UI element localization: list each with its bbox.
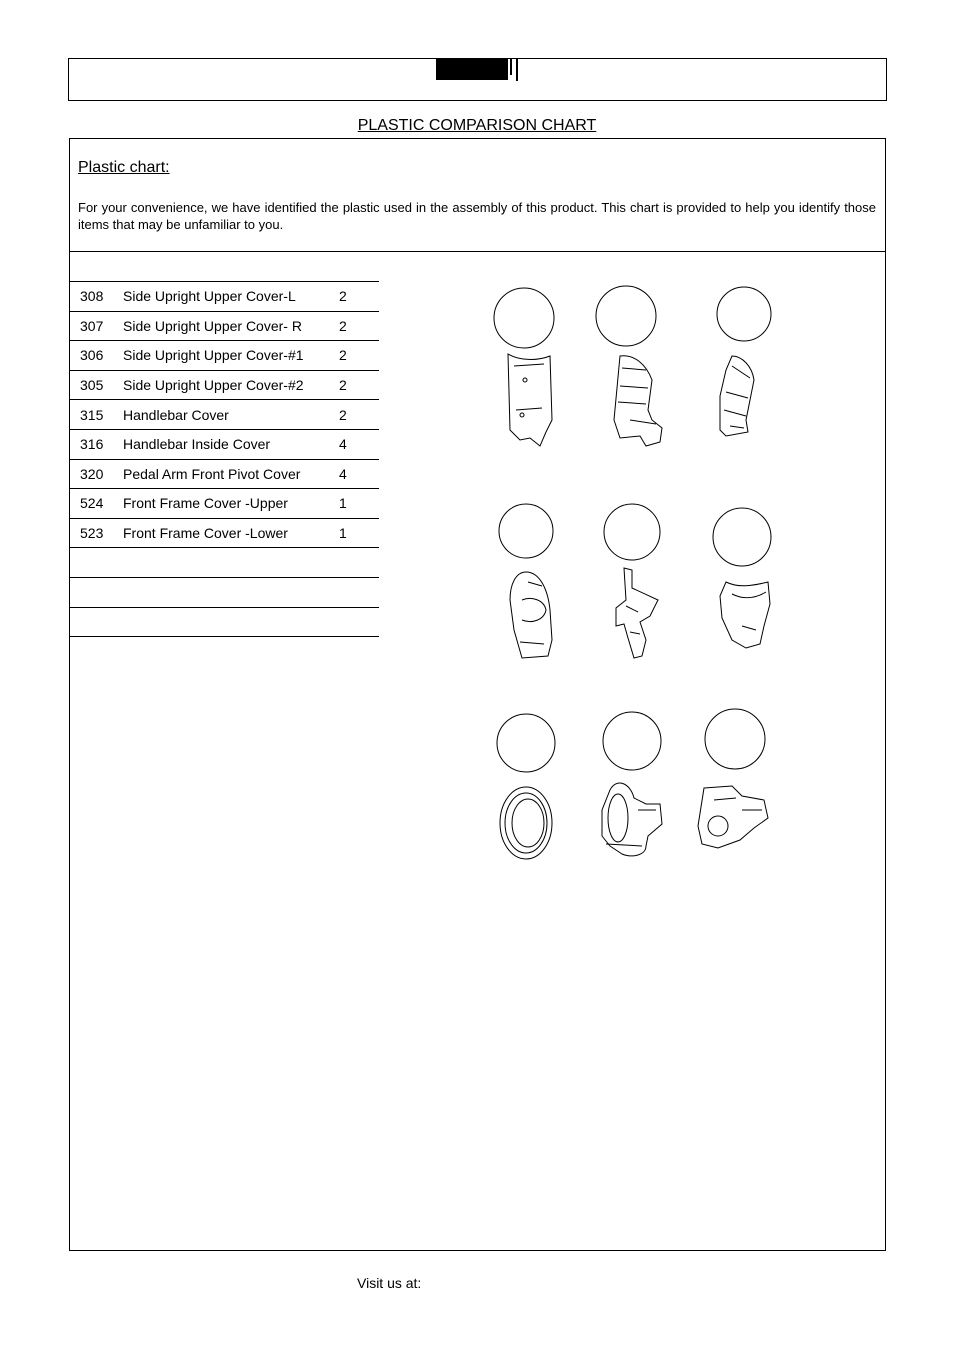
table-row [70,341,379,371]
part-name: Side Upright Upper Cover-#2 [123,370,337,400]
part-quantity: 2 [337,370,379,400]
side-upright-cover-drawing [508,354,552,446]
part-quantity: 2 [337,341,379,371]
part-number: 320 [70,459,123,489]
front-frame-cover-lower-drawing [698,786,768,848]
part-quantity: 2 [337,282,379,312]
table-row [70,607,379,637]
handlebar-cover-drawing [510,572,552,658]
part-number: 307 [70,311,123,341]
part-number [70,577,123,607]
part-name: Pedal Arm Front Pivot Cover [123,459,337,489]
part-number: 305 [70,370,123,400]
part-number: 315 [70,400,123,430]
part-name: Front Frame Cover -Upper [123,489,337,519]
part-number: 524 [70,489,123,519]
table-row [70,370,379,400]
part-name [123,548,337,578]
part-number: 306 [70,341,123,371]
part-quantity [337,607,379,637]
table-row [70,429,379,459]
part-label-circle [705,709,765,769]
part-label-circle [596,286,656,346]
part-label-circle [604,504,660,560]
part-number: 523 [70,518,123,548]
part-name [123,607,337,637]
part-quantity [337,548,379,578]
part-number: 308 [70,282,123,312]
handlebar-inside-cover-drawing [616,568,658,658]
part-quantity: 2 [337,400,379,430]
part-quantity: 1 [337,518,379,548]
part-name: Front Frame Cover -Lower [123,518,337,548]
intro-paragraph: For your convenience, we have identified the plastic used in the assembly of this product. This chart is provided to help you identify those items that may be unfamiliar to you. [78,200,876,232]
header-redaction-bar [436,59,508,80]
part-name: Side Upright Upper Cover-#1 [123,341,337,371]
part-quantity: 2 [337,311,379,341]
part-name: Handlebar Cover [123,400,337,430]
part-name: Handlebar Inside Cover [123,429,337,459]
section-heading: Plastic chart: [78,159,170,176]
part-label-circle [499,504,553,558]
pivot-cover-drawing [720,582,770,648]
part-name [123,577,337,607]
table-row [70,400,379,430]
page-title: PLASTIC COMPARISON CHART [357,117,597,134]
parts-table [70,281,379,637]
table-row [70,548,379,578]
part-name: Side Upright Upper Cover- R [123,311,337,341]
part-quantity [337,577,379,607]
part-number [70,548,123,578]
table-row [70,577,379,607]
header-mark [510,59,512,75]
part-number [70,607,123,637]
table-row [70,459,379,489]
part-label-circle [713,508,771,566]
footer-text: Visit us at: [357,1275,422,1291]
header-mark [516,59,518,81]
divider [69,251,886,252]
part-drawings [470,270,800,870]
part-label-circle [717,287,771,341]
part-label-circle [603,712,661,770]
table-row [70,311,379,341]
table-row [70,489,379,519]
table-row [70,282,379,312]
part-name: Side Upright Upper Cover-L [123,282,337,312]
table-row [70,518,379,548]
part-label-circle [497,714,555,772]
part-quantity: 1 [337,489,379,519]
part-quantity: 4 [337,459,379,489]
part-label-circle [494,288,554,348]
part-quantity: 4 [337,429,379,459]
side-upright-cover-drawing [720,356,754,436]
part-number: 316 [70,429,123,459]
